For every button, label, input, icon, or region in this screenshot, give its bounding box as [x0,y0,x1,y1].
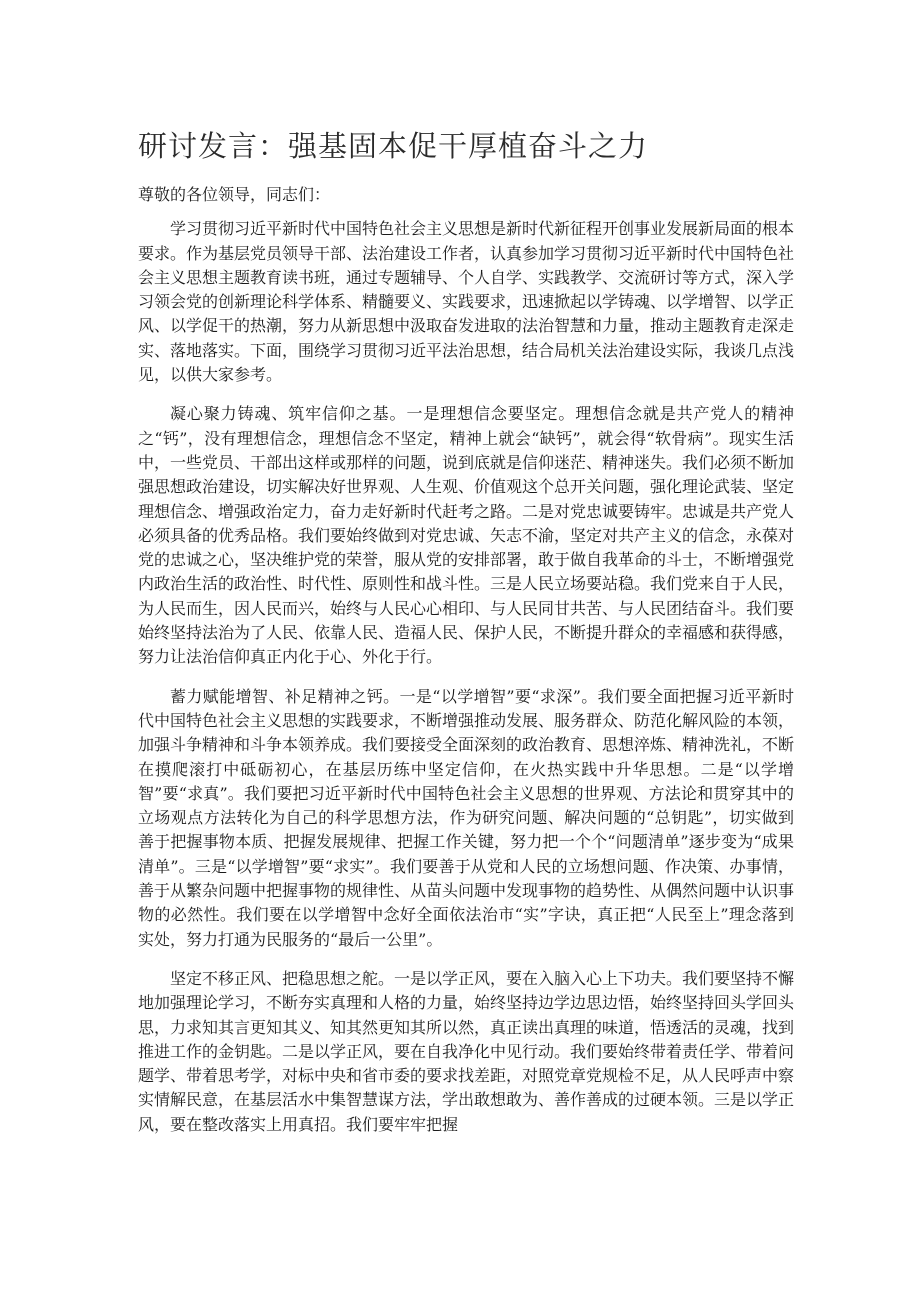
paragraph-intro: 学习贯彻习近平新时代中国特色社会主义思想是新时代新征程开创事业发展新局面的根本要求。作为基层党员领导干部、法治建设工作者，认真参加学习贯彻习近平新时代中国特色社会主义思想主题教育读书班，通过专题辅导、个人自学、实践教学、交流研讨等方式，深入学习领会党的创新理论科学体系、精髓要义、实践要求，迅速掀起以学铸魂、以学增智、以学正风、以学促干的热潮，努力从新思想中汲取奋发进取的法治智慧和力量，推动主题教育走深走实、落地落实。下面，围绕学习贯彻习近平法治思想，结合局机关法治建设实际，我谈几点浅见，以供大家参考。 [138,219,795,385]
document-body [138,183,794,1152]
paragraph-conduct: 坚定不移正风、把稳思想之舵。一是以学正风，要在入脑入心上下功夫。我们要坚持不懈地加强理论学习，不断夯实真理和人格的力量，始终坚持边学边思边悟，始终坚持回头学回头思，力求知其言更知其义、知其然更知其所以然，真正读出真理的味道，悟透活的灵魂，找到推进工作的金钥匙。二是以学正风，要在自我净化中见行动。我们要始终带着责任学、带着问题学、带着思考学，对标中央和省市委的要求找差距，对照党章党规检不足，从人民呼声中察实情解民意，在基层活水中集智慧谋方法，学出敢想敢为、善作善成的过硬本领。三是以学正风，要在整改落实上用真招。我们要牢牢把握 [138,968,795,1134]
paragraph-soul-casting: 凝心聚力铸魂、筑牢信仰之基。一是理想信念要坚定。理想信念就是共产党人的精神之“钙”，没有理想信念，理想信念不坚定，精神上就会“缺钙”，就会得“软骨病”。现实生活中，一些党员、干部出这样或那样的问题，说到底就是信仰迷茫、精神迷失。我们必须不断加强思想政治建设，切实解决好世界观、人生观、价值观这个总开关问题，强化理论武装、坚定理想信念、增强政治定力，奋力走好新时代赶考之路。二是对党忠诚要铸牢。忠诚是共产党人必须具备的优秀品格。我们要始终做到对党忠诚、矢志不渝，坚定对共产主义的信念，永葆对党的忠诚之心，坚决维护党的荣誉，服从党的安排部署，敢于做自我革命的斗士，不断增强党内政治生活的政治性、时代性、原则性和战斗性。三是人民立场要站稳。我们党来自于人民，为人民而生，因人民而兴，始终与人民心心相印、与人民同甘共苦、与人民团结奋斗。我们要始终坚持法治为了人民、依靠人民、造福人民、保护人民，不断提升群众的幸福感和获得感，努力让法治信仰真正内化于心、外化于行。 [138,404,795,667]
paragraph-wisdom: 蓄力赋能增智、补足精神之钙。一是“以学增智”要“求深”。我们要全面把握习近平新时代中国特色社会主义思想的实践要求，不断增强推动发展、服务群众、防范化解风险的本领，加强斗争精神和斗争本领养成。我们要接受全面深刻的政治教育、思想淬炼、精神洗礼，不断在摸爬滚打中砥砺初心，在基层历练中坚定信仰，在火热实践中升华思想。二是“以学增智”要“求真”。我们要把习近平新时代中国特色社会主义思想的世界观、方法论和贯穿其中的立场观点方法转化为自己的科学思想方法，作为研究问题、解决问题的“总钥匙”，切实做到善于把握事物本质、把握发展规律、把握工作关键，努力把一个个“问题清单”逐步变为“成果清单”。三是“以学增智”要“求实”。我们要善于从党和人民的立场想问题、作决策、办事情，善于从繁杂问题中把握事物的规律性、从苗头问题中发现事物的趋势性、从偶然问题中认识事物的必然性。我们要在以学增智中念好全面依法治市“实”字诀，真正把“人民至上”理念落到实处，努力打通为民服务的“最后一公里”。 [138,686,795,949]
document-title: 研讨发言：强基固本促干厚植奋斗之力 [138,129,649,163]
salutation: 尊敬的各位领导，同志们： [138,185,331,204]
